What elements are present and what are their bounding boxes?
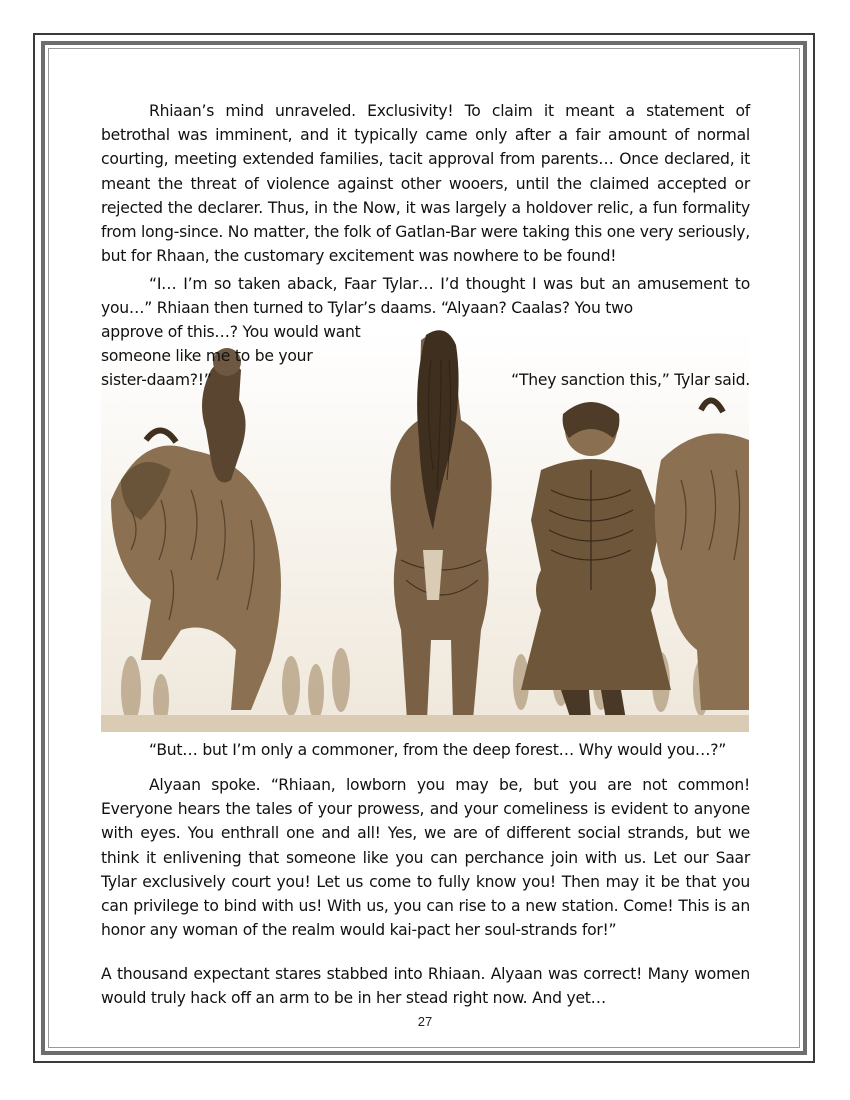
paragraph-2 [101, 272, 750, 320]
paragraph-2-right-line: “They sanction this,” Tylar said. [511, 371, 750, 389]
paragraph-2-line-4: someone like me to be your [101, 347, 313, 366]
paragraph-4-text: Alyaan spoke. “Rhiaan, lowborn you may be, but you are not common! Everyone hears the tales of your prowess, and your comeliness is evident to anyone with eyes. You enthrall one and all! Yes, we are of different social strands, but we think it enlivening that someone like you can perchance join with us. Let our Saar Tylar exclusively court you! Let us come to fully know you! Then may it be that you can privilege to bind with us! With us, you can rise to a new station. Come! This is an honor any woman of the realm would kai-pact her soul-strands for!” [101, 776, 750, 940]
paragraph-3: “But… but I’m only a commoner, from the deep forest… Why would you…?” [149, 741, 727, 759]
paragraph-5-text: A thousand expectant stares stabbed into Rhiaan. Alyaan was correct! Many women would truly hack off an arm to be in her stead right now. And yet… [101, 964, 750, 1007]
paragraph-2-line-5: sister-daam?!” [101, 371, 212, 390]
paragraph-1-text: Rhiaan’s mind unraveled. Exclusivity! To claim it meant a statement of betrothal was imminent, and it typically came only after a fair amount of normal courting, meeting extended families, tacit approval from parents… Once declared, it meant the threat of violence against other wooers, until the claimed accepted or rejected the declarer. Thus, in the Now, it was largely a holdover relic, a fun formality from long-since. No matter, the folk of Gatlan-Bar were taking this one very seriously, but for Rhaan, the customary excitement was nowhere to be found! [101, 102, 750, 266]
page-number: 27 [417, 1014, 433, 1029]
paragraph-2-left-lines [101, 320, 401, 393]
paragraph-1 [101, 99, 750, 268]
paragraph-4 [101, 773, 750, 942]
paragraph-2-line-3: approve of this…? You would want [101, 323, 361, 341]
paragraph-2-text: “I… I’m so taken aback, Faar Tylar… I’d thought I was but an amusement to you…” Rhiaan then turned to Tylar’s daams. “Alyaan? Caalas? You two [101, 275, 750, 318]
